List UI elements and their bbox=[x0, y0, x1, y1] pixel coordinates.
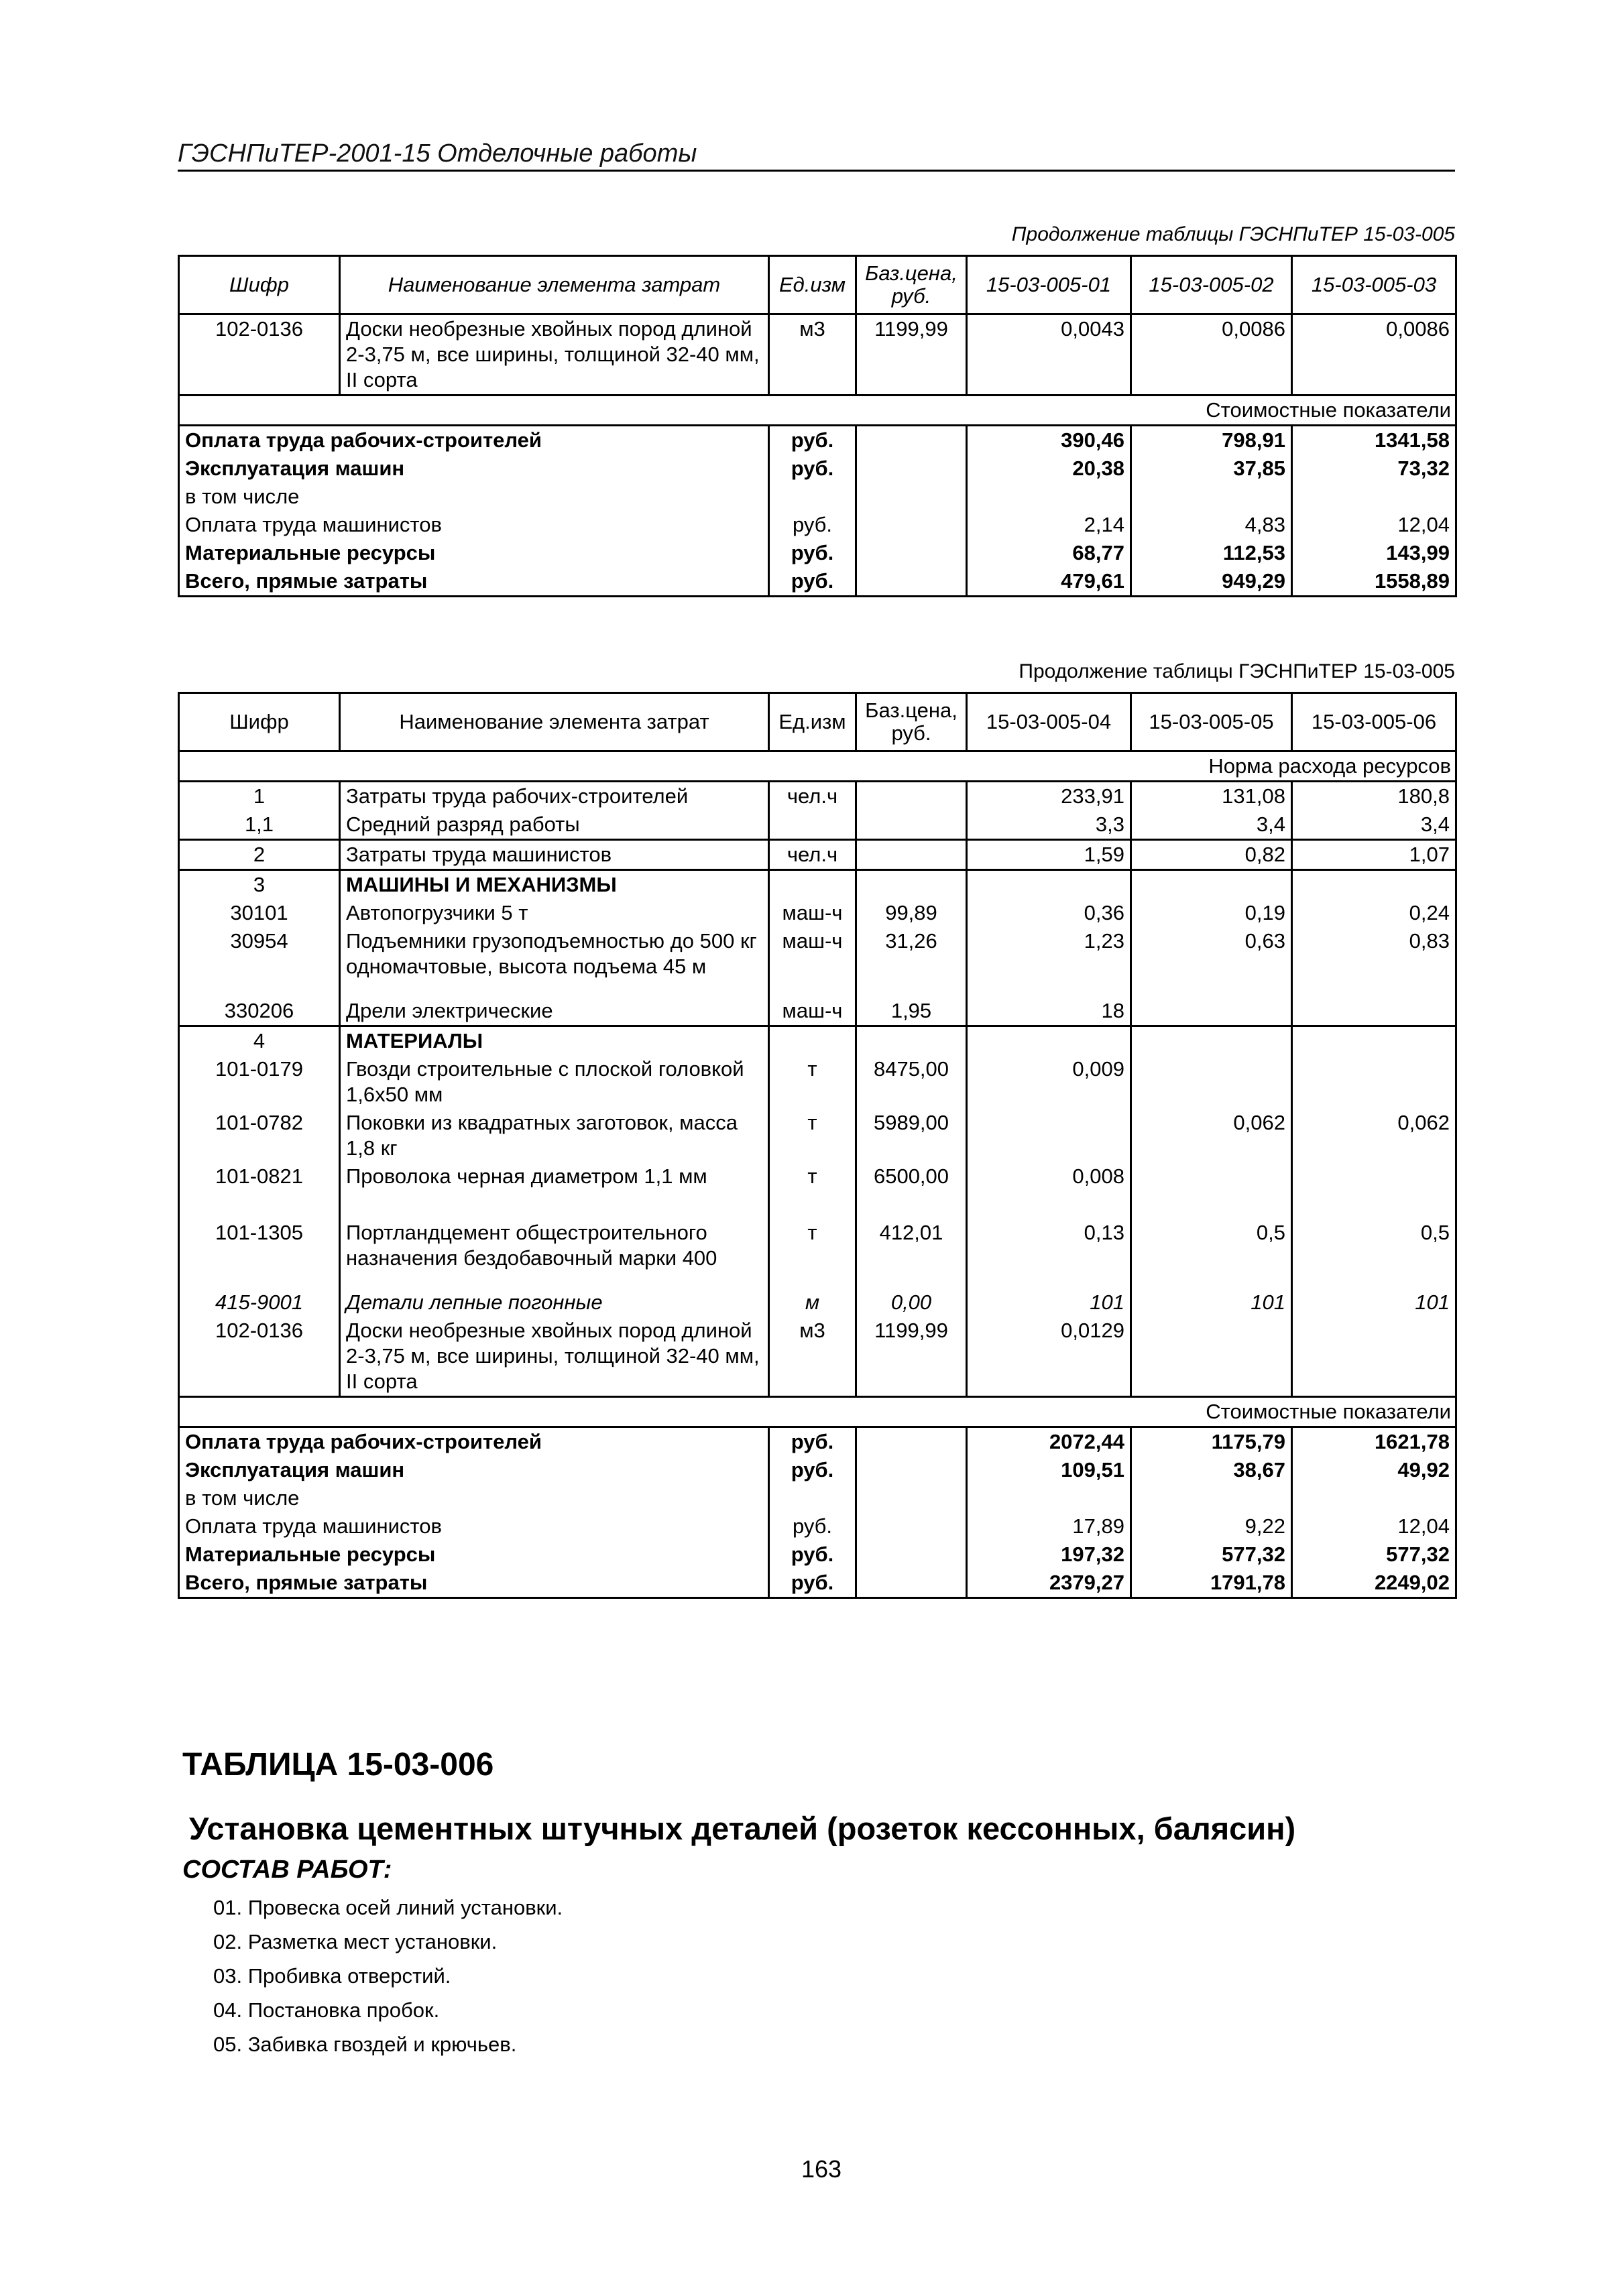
cell-price: 6500,00 bbox=[856, 1162, 967, 1219]
cell-price bbox=[856, 782, 967, 811]
cell-unit: маш-ч bbox=[769, 927, 856, 997]
table-row bbox=[179, 927, 1456, 997]
cell-cost-name: Оплата труда рабочих-строителей bbox=[179, 426, 769, 455]
cell-value: 12,04 bbox=[1292, 1512, 1456, 1540]
cell-code: 3 bbox=[179, 870, 340, 900]
cell-price: 8475,00 bbox=[856, 1055, 967, 1109]
cell-cost-name: Оплата труда рабочих-строителей bbox=[179, 1427, 769, 1457]
cell-code: 30101 bbox=[179, 899, 340, 927]
table-row bbox=[179, 810, 1456, 840]
band-label: Стоимостные показатели bbox=[179, 1397, 1456, 1427]
band-row bbox=[179, 1397, 1456, 1427]
cell-value: 68,77 bbox=[967, 539, 1131, 567]
table-row bbox=[179, 870, 1456, 900]
cell-value bbox=[1131, 1317, 1292, 1397]
cell-name: Доски необрезные хвойных пород длиной 2-3,75 м, все ширины, толщиной 32-40 мм, II сорта bbox=[340, 314, 769, 396]
cell-value: 0,008 bbox=[967, 1162, 1131, 1219]
cell-value: 2,14 bbox=[967, 511, 1131, 539]
cell-price: 5989,00 bbox=[856, 1109, 967, 1162]
cell-code: 101-1305 bbox=[179, 1219, 340, 1288]
cell-code: 101-0821 bbox=[179, 1162, 340, 1219]
table-row bbox=[179, 1288, 1456, 1317]
cell-price: 1199,99 bbox=[856, 1317, 967, 1397]
cell-unit: чел.ч bbox=[769, 782, 856, 811]
cell-value: 577,32 bbox=[1292, 1540, 1456, 1569]
cell-value: 1341,58 bbox=[1292, 426, 1456, 455]
cell-value: 3,4 bbox=[1292, 810, 1456, 840]
table-row bbox=[179, 1219, 1456, 1288]
cell-price: 0,00 bbox=[856, 1288, 967, 1317]
cell-value bbox=[1292, 1317, 1456, 1397]
cell-value: 0,5 bbox=[1292, 1219, 1456, 1288]
cell-code: 2 bbox=[179, 840, 340, 870]
cell-code: 30954 bbox=[179, 927, 340, 997]
cell-cost-name: в том числе bbox=[179, 483, 769, 511]
cell-value: 479,61 bbox=[967, 567, 1131, 597]
col-header-price: Баз.цена, руб. bbox=[856, 693, 967, 751]
cell-value: 131,08 bbox=[1131, 782, 1292, 811]
cell-name: МАШИНЫ И МЕХАНИЗМЫ bbox=[340, 870, 769, 900]
cell-name: Гвозди строительные с плоской головкой 1,6х50 мм bbox=[340, 1055, 769, 1109]
list-item: 05. Забивка гвоздей и крючьев. bbox=[213, 2033, 517, 2056]
col-header-code: Шифр bbox=[179, 256, 340, 314]
col-header-unit: Ед.изм bbox=[769, 256, 856, 314]
cell-value bbox=[1292, 1162, 1456, 1219]
cell-value: 1,23 bbox=[967, 927, 1131, 997]
cell-unit: руб. bbox=[769, 426, 856, 455]
cell-cost-name: в том числе bbox=[179, 1484, 769, 1512]
cell-unit: руб. bbox=[769, 511, 856, 539]
cell-value: 0,0086 bbox=[1292, 314, 1456, 396]
cell-value: 1,59 bbox=[967, 840, 1131, 870]
cell-unit: руб. bbox=[769, 1512, 856, 1540]
cell-value: 12,04 bbox=[1292, 511, 1456, 539]
cell-value: 0,0086 bbox=[1131, 314, 1292, 396]
col-header-norm-2: 15-03-005-02 bbox=[1131, 256, 1292, 314]
cell-code: 1,1 bbox=[179, 810, 340, 840]
cell-unit: т bbox=[769, 1162, 856, 1219]
cell-price: 1,95 bbox=[856, 997, 967, 1026]
list-item: 02. Разметка мест установки. bbox=[213, 1930, 498, 1953]
col-header-unit: Ед.изм bbox=[769, 693, 856, 751]
cell-code: 101-0782 bbox=[179, 1109, 340, 1162]
cell-value: 3,3 bbox=[967, 810, 1131, 840]
cell-unit: руб. bbox=[769, 567, 856, 597]
cell-value: 180,8 bbox=[1292, 782, 1456, 811]
table-row bbox=[179, 1109, 1456, 1162]
cell-unit: м3 bbox=[769, 314, 856, 396]
col-header-norm-5: 15-03-005-05 bbox=[1131, 693, 1292, 751]
cell-unit: м3 bbox=[769, 1317, 856, 1397]
band-label: Стоимостные показатели bbox=[179, 396, 1456, 426]
cell-name: Средний разряд работы bbox=[340, 810, 769, 840]
col-header-code: Шифр bbox=[179, 693, 340, 751]
cell-value: 0,009 bbox=[967, 1055, 1131, 1109]
cell-unit: руб. bbox=[769, 1569, 856, 1598]
table-row bbox=[179, 1540, 1456, 1569]
section-title: ТАБЛИЦА 15-03-006 bbox=[182, 1747, 494, 1783]
cell-unit: маш-ч bbox=[769, 997, 856, 1026]
cell-price bbox=[856, 810, 967, 840]
table-row bbox=[179, 840, 1456, 870]
cell-value: 18 bbox=[967, 997, 1131, 1026]
table-row bbox=[179, 899, 1456, 927]
cell-value: 101 bbox=[1131, 1288, 1292, 1317]
cell-name: Детали лепные погонные bbox=[340, 1288, 769, 1317]
table-row bbox=[179, 1456, 1456, 1484]
table-row bbox=[179, 567, 1456, 597]
cell-name: Дрели электрические bbox=[340, 997, 769, 1026]
table-row bbox=[179, 511, 1456, 539]
cell-price: 99,89 bbox=[856, 899, 967, 927]
cell-cost-name: Эксплуатация машин bbox=[179, 455, 769, 483]
cell-value: 4,83 bbox=[1131, 511, 1292, 539]
cell-value: 38,67 bbox=[1131, 1456, 1292, 1484]
cell-code: 415-9001 bbox=[179, 1288, 340, 1317]
cell-value bbox=[1131, 997, 1292, 1026]
works-label: СОСТАВ РАБОТ: bbox=[182, 1856, 392, 1884]
col-header-norm-1: 15-03-005-01 bbox=[967, 256, 1131, 314]
cell-unit: т bbox=[769, 1055, 856, 1109]
col-header-norm-3: 15-03-005-03 bbox=[1292, 256, 1456, 314]
table-row bbox=[179, 997, 1456, 1026]
table-row bbox=[179, 314, 1456, 396]
cell-name: Затраты труда машинистов bbox=[340, 840, 769, 870]
col-header-name: Наименование элемента затрат bbox=[340, 693, 769, 751]
table-row bbox=[179, 483, 1456, 511]
cell-value: 20,38 bbox=[967, 455, 1131, 483]
col-header-price: Баз.цена, руб. bbox=[856, 256, 967, 314]
cell-value bbox=[1131, 1055, 1292, 1109]
cell-value: 1621,78 bbox=[1292, 1427, 1456, 1457]
running-header: ГЭСНПиТЕР-2001-15 Отделочные работы bbox=[178, 139, 1455, 172]
cell-name: Подъемники грузоподъемностью до 500 кг одномачтовые, высота подъема 45 м bbox=[340, 927, 769, 997]
cell-value: 73,32 bbox=[1292, 455, 1456, 483]
table1 bbox=[178, 255, 1457, 597]
cell-cost-name: Эксплуатация машин bbox=[179, 1456, 769, 1484]
col-header-norm-6: 15-03-005-06 bbox=[1292, 693, 1456, 751]
table-row bbox=[179, 426, 1456, 455]
cell-value: 0,13 bbox=[967, 1219, 1131, 1288]
table-row bbox=[179, 1512, 1456, 1540]
cell-value: 0,5 bbox=[1131, 1219, 1292, 1288]
cell-name: Поковки из квадратных заготовок, масса 1,8 кг bbox=[340, 1109, 769, 1162]
table2-caption: Продолжение таблицы ГЭСНПиТЕР 15-03-005 bbox=[1019, 660, 1455, 682]
cell-value: 101 bbox=[1292, 1288, 1456, 1317]
cell-value: 109,51 bbox=[967, 1456, 1131, 1484]
col-header-norm-4: 15-03-005-04 bbox=[967, 693, 1131, 751]
table-row bbox=[179, 1427, 1456, 1457]
list-item: 03. Пробивка отверстий. bbox=[213, 1964, 451, 1988]
works-list bbox=[213, 1890, 563, 2061]
page-number: 163 bbox=[801, 2155, 842, 2183]
cell-value: 0,062 bbox=[1131, 1109, 1292, 1162]
cell-name: Доски необрезные хвойных пород длиной 2-3,75 м, все ширины, толщиной 32-40 мм, II сорта bbox=[340, 1317, 769, 1397]
cell-name: Затраты труда рабочих-строителей bbox=[340, 782, 769, 811]
band-row bbox=[179, 751, 1456, 782]
cell-value: 0,19 bbox=[1131, 899, 1292, 927]
table-row bbox=[179, 1317, 1456, 1397]
cell-unit: т bbox=[769, 1219, 856, 1288]
cell-value: 798,91 bbox=[1131, 426, 1292, 455]
table1-header-row bbox=[179, 256, 1456, 314]
cell-unit: руб. bbox=[769, 455, 856, 483]
cell-value: 112,53 bbox=[1131, 539, 1292, 567]
cell-name: МАТЕРИАЛЫ bbox=[340, 1026, 769, 1056]
cell-value: 0,83 bbox=[1292, 927, 1456, 997]
cell-unit: чел.ч bbox=[769, 840, 856, 870]
cell-value: 49,92 bbox=[1292, 1456, 1456, 1484]
cell-cost-name: Оплата труда машинистов bbox=[179, 1512, 769, 1540]
cell-value: 949,29 bbox=[1131, 567, 1292, 597]
cell-value: 1558,89 bbox=[1292, 567, 1456, 597]
cell-unit: маш-ч bbox=[769, 899, 856, 927]
cell-value bbox=[1292, 997, 1456, 1026]
cell-unit: т bbox=[769, 1109, 856, 1162]
cell-price: 1199,99 bbox=[856, 314, 967, 396]
table-row bbox=[179, 1026, 1456, 1056]
cell-price: 412,01 bbox=[856, 1219, 967, 1288]
table-row bbox=[179, 539, 1456, 567]
section-subtitle: Установка цементных штучных деталей (розеток кессонных, балясин) bbox=[189, 1811, 1296, 1846]
table-row bbox=[179, 455, 1456, 483]
cell-value: 0,24 bbox=[1292, 899, 1456, 927]
cell-value: 197,32 bbox=[967, 1540, 1131, 1569]
cell-cost-name: Всего, прямые затраты bbox=[179, 567, 769, 597]
cell-cost-name: Материальные ресурсы bbox=[179, 1540, 769, 1569]
cell-value: 0,0043 bbox=[967, 314, 1131, 396]
cell-value: 0,062 bbox=[1292, 1109, 1456, 1162]
table-row bbox=[179, 1484, 1456, 1512]
cell-value: 101 bbox=[967, 1288, 1131, 1317]
cell-cost-name: Оплата труда машинистов bbox=[179, 511, 769, 539]
cell-value: 390,46 bbox=[967, 426, 1131, 455]
table1-caption: Продолжение таблицы ГЭСНПиТЕР 15-03-005 bbox=[1011, 223, 1455, 245]
cell-code: 1 bbox=[179, 782, 340, 811]
cell-code: 102-0136 bbox=[179, 314, 340, 396]
list-item: 04. Постановка пробок. bbox=[213, 1998, 440, 2022]
cell-value: 2072,44 bbox=[967, 1427, 1131, 1457]
cell-value: 233,91 bbox=[967, 782, 1131, 811]
cell-unit: руб. bbox=[769, 1540, 856, 1569]
cell-unit: руб. bbox=[769, 539, 856, 567]
table2-header-row bbox=[179, 693, 1456, 751]
cell-unit: руб. bbox=[769, 1456, 856, 1484]
cell-value: 1,07 bbox=[1292, 840, 1456, 870]
cell-unit: руб. bbox=[769, 1427, 856, 1457]
cell-value: 9,22 bbox=[1131, 1512, 1292, 1540]
cell-value: 1791,78 bbox=[1131, 1569, 1292, 1598]
cell-value: 1175,79 bbox=[1131, 1427, 1292, 1457]
cell-value: 143,99 bbox=[1292, 539, 1456, 567]
cell-cost-name: Всего, прямые затраты bbox=[179, 1569, 769, 1598]
cell-code: 330206 bbox=[179, 997, 340, 1026]
cell-unit: м bbox=[769, 1288, 856, 1317]
table-row bbox=[179, 782, 1456, 811]
cell-value: 0,63 bbox=[1131, 927, 1292, 997]
cell-price: 31,26 bbox=[856, 927, 967, 997]
col-header-name: Наименование элемента затрат bbox=[340, 256, 769, 314]
cell-value: 17,89 bbox=[967, 1512, 1131, 1540]
cell-name: Портландцемент общестроительного назначения бездобавочный марки 400 bbox=[340, 1219, 769, 1288]
cell-value: 577,32 bbox=[1131, 1540, 1292, 1569]
cell-value: 0,82 bbox=[1131, 840, 1292, 870]
list-item: 01. Провеска осей линий установки. bbox=[213, 1896, 563, 1919]
cell-value bbox=[967, 1109, 1131, 1162]
cell-cost-name: Материальные ресурсы bbox=[179, 539, 769, 567]
cell-name: Автопогрузчики 5 т bbox=[340, 899, 769, 927]
cell-value: 2249,02 bbox=[1292, 1569, 1456, 1598]
cell-code: 101-0179 bbox=[179, 1055, 340, 1109]
cell-value bbox=[1292, 1055, 1456, 1109]
cell-value bbox=[1131, 1162, 1292, 1219]
cell-code: 102-0136 bbox=[179, 1317, 340, 1397]
table-row bbox=[179, 1569, 1456, 1598]
cell-value: 0,0129 bbox=[967, 1317, 1131, 1397]
cell-unit bbox=[769, 810, 856, 840]
cell-value: 37,85 bbox=[1131, 455, 1292, 483]
band-label: Норма расхода ресурсов bbox=[179, 751, 1456, 782]
cell-price bbox=[856, 840, 967, 870]
cell-code: 4 bbox=[179, 1026, 340, 1056]
table-row bbox=[179, 1162, 1456, 1219]
table-row bbox=[179, 1055, 1456, 1109]
cell-value: 3,4 bbox=[1131, 810, 1292, 840]
band-row bbox=[179, 396, 1456, 426]
cell-value: 0,36 bbox=[967, 899, 1131, 927]
table2 bbox=[178, 692, 1457, 1599]
cell-value: 2379,27 bbox=[967, 1569, 1131, 1598]
cell-name: Проволока черная диаметром 1,1 мм bbox=[340, 1162, 769, 1219]
